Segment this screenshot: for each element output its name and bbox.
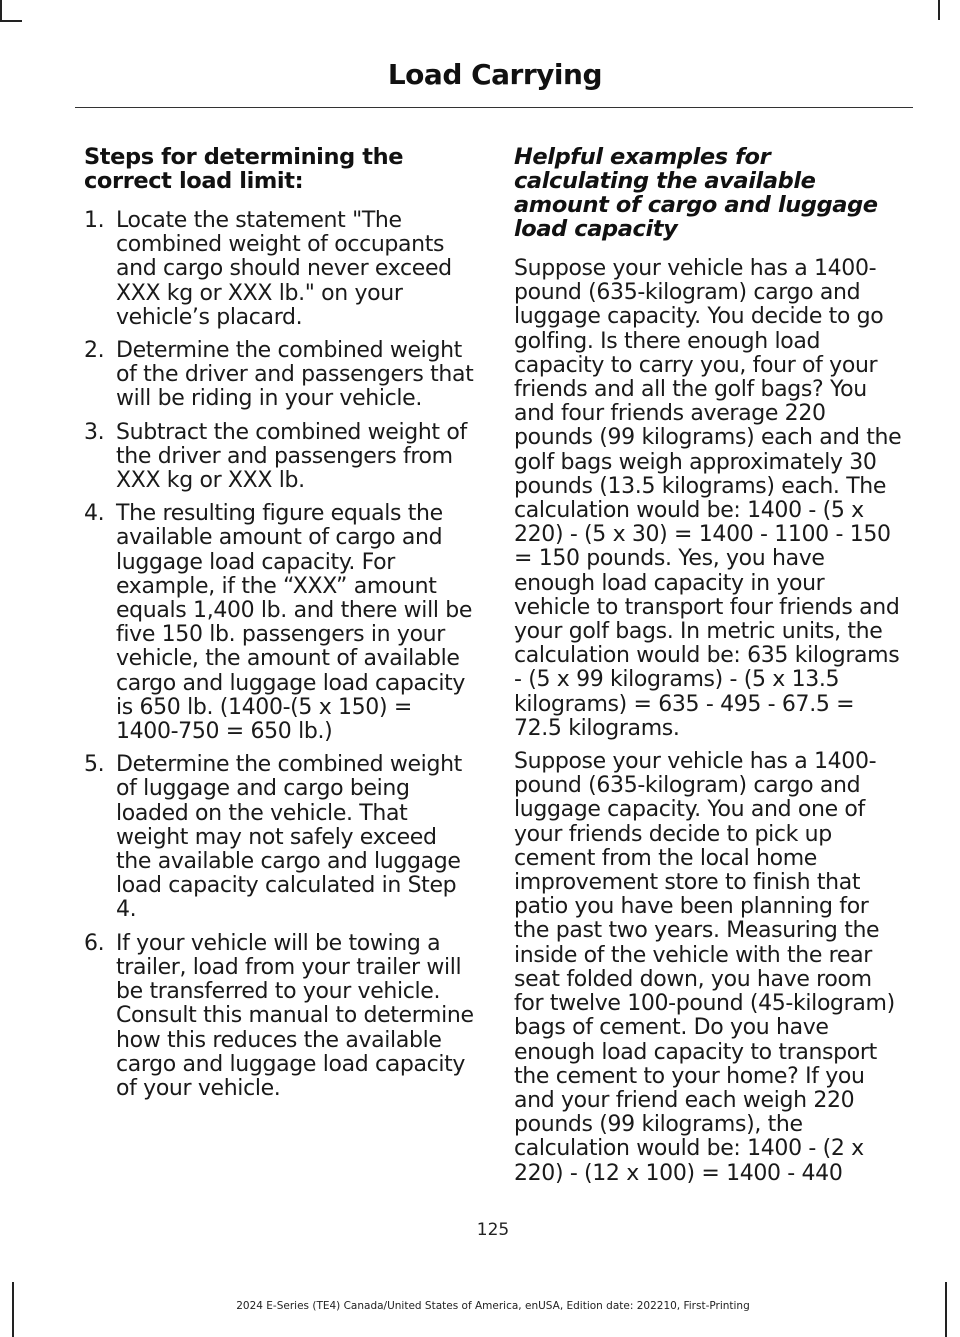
- list-item: [84, 932, 474, 1101]
- page-number: 125: [476, 1220, 510, 1240]
- steps-heading: Steps for determining the correct load limit:: [84, 144, 404, 194]
- step-text: If your vehicle will be towing a trailer, load from your trailer will be transferred to your vehicle. Consult this manual to determine how this reduces the available cargo and luggage load capacity of your vehicle.: [116, 930, 474, 1101]
- step-number: 4.: [84, 501, 105, 527]
- steps-list: [84, 209, 474, 1101]
- step-text: Determine the combined weight of luggage and cargo being loaded on the vehicle. That weight may not safely exceed the available cargo and luggage load capacity calculated in Step 4.: [116, 752, 462, 923]
- examples-heading: Helpful examples for calculating the available amount of cargo and luggage load capacity: [514, 144, 878, 242]
- step-text: Determine the combined weight of the driver and passengers that will be riding in your vehicle.: [116, 338, 474, 412]
- step-number: 6.: [84, 930, 105, 956]
- page-title: Load Carrying: [387, 58, 602, 91]
- list-item: [84, 209, 474, 330]
- header-divider: [75, 107, 913, 108]
- edition-footer: 2024 E-Series (TE4) Canada/United States of America, enUSA, Edition date: 202210, First-Printing: [236, 1300, 750, 1312]
- example-paragraph-cement: Suppose your vehicle has a 1400-pound (635-kilogram) cargo and luggage capacity. You and one of your friends decide to pick up cement from the local home improvement store to finish that patio you have been planning for the past two years. Measuring the inside of the vehicle with the rear seat folded down, you have room for twelve 100-pound (45-kilogram) bags of cement. Do you have enough load capacity to transport the cement to your home? If you and your friend each weigh 220 pounds (99 kilograms), the calculation would be: 1400 - (2 x 220) - (12 x 100) = 1400 - 440: [514, 749, 895, 1186]
- step-text: Locate the statement "The combined weight of occupants and cargo should never exceed XXX kg or XXX lb." on your vehicle’s placard.: [116, 208, 452, 330]
- step-text: The resulting figure equals the available amount of cargo and luggage load capacity. For example, if the “XXX” amount equals 1,400 lb. and there will be five 150 lb. passengers in your vehicle, the amount of available cargo and luggage load capacity is 650 lb. (1400-(5 x 150) = 1400-750 = 650 lb.): [116, 501, 473, 745]
- step-number: 3.: [84, 419, 105, 445]
- crop-mark-top-left-h: [0, 20, 22, 22]
- list-item: [84, 502, 474, 744]
- step-number: 2.: [84, 338, 105, 364]
- list-item: [84, 339, 474, 412]
- step-number: 5.: [84, 752, 105, 778]
- step-number: 1.: [84, 208, 105, 233]
- example-paragraph-golf: Suppose your vehicle has a 1400-pound (635-kilogram) cargo and luggage capacity. You decide to go golfing. Is there enough load capacity to carry you, four of your friends and all the golf bags? You and four friends average 220 pounds (99 kilograms) each and the golf bags weigh approximately 30 pounds (13.5 kilograms) each. The calculation would be: 1400 - (5 x 220) - (5 x 30) = 1400 - 1100 - 150 = 150 pounds. Yes, you have enough load capacity in your vehicle to transport four friends and your golf bags. In metric units, the calculation would be: 635 kilograms - (5 x 99 kilograms) - (5 x 13.5 kilograms) = 635 - 495 - 67.5 = 72.5 kilograms.: [514, 256, 902, 741]
- list-item: [84, 421, 474, 494]
- list-item: [84, 753, 474, 922]
- crop-mark-top-right: [938, 0, 940, 20]
- right-column: [514, 145, 906, 1195]
- crop-mark-top-left: [0, 0, 2, 20]
- step-text: Subtract the combined weight of the driver and passengers from XXX kg or XXX lb.: [116, 419, 467, 494]
- left-column: [84, 145, 474, 1110]
